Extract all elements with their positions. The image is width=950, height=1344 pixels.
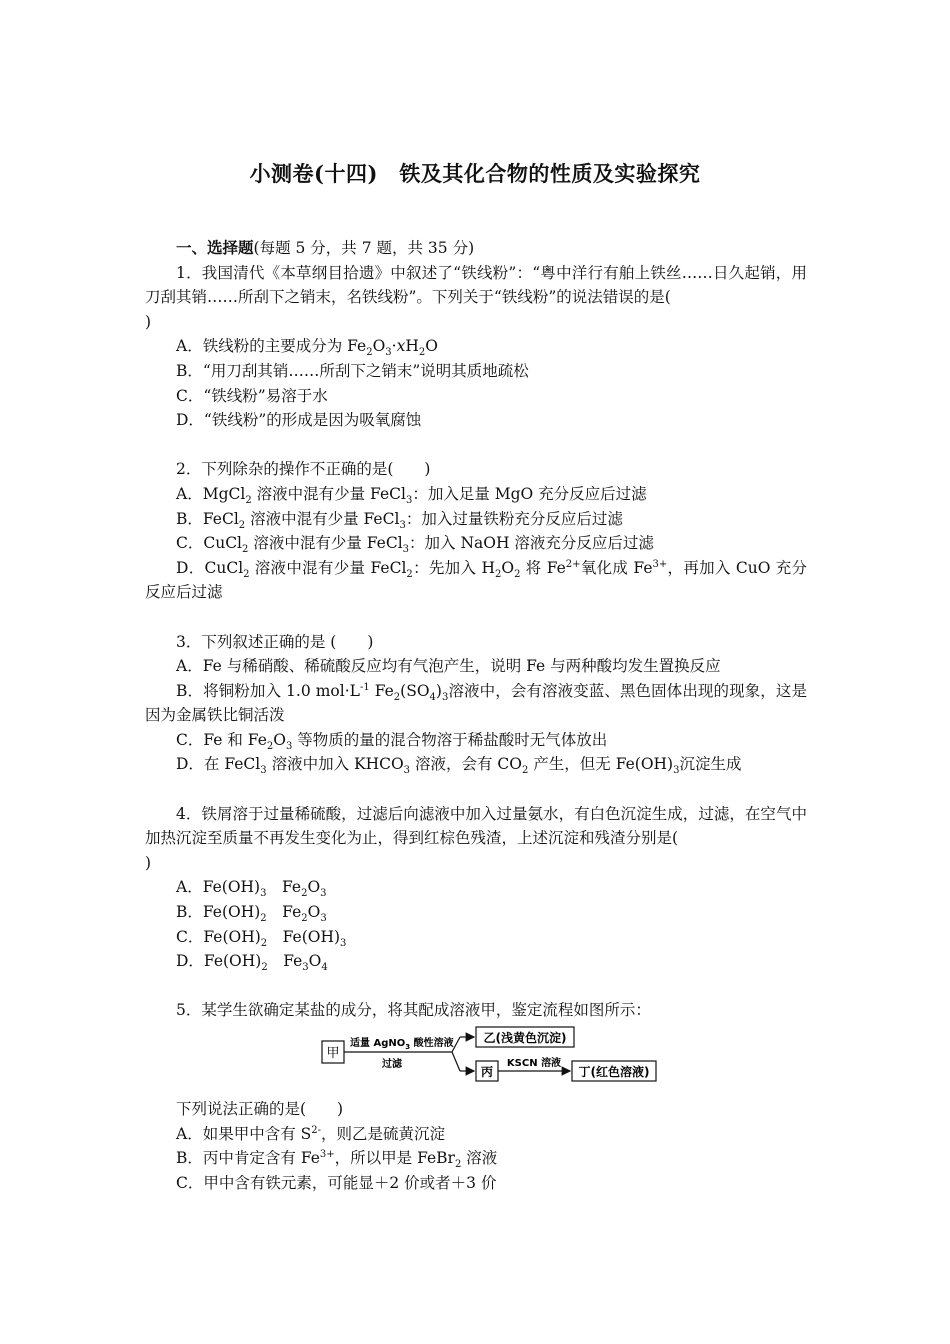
question-list — [145, 236, 807, 1195]
question-3-option-c: C．Fe 和 $Fe_2O_3$ 等物质的量的混合物溶于稀盐酸时无气体放出 — [176, 730, 608, 752]
question-2-option-a: A．MgCl$_2$ 溶液中混有少量 FeCl$_3$：加入足量 MgO 充分反应后过滤 — [176, 484, 647, 507]
branch-down — [452, 1052, 460, 1071]
reagent-1-label: 适量 AgNO$_3$ 酸性溶液 — [350, 1038, 454, 1051]
section-heading — [145, 236, 807, 261]
question-4-option-d: D．$Fe(OH)_2$ $Fe_3O_4$ — [176, 952, 328, 974]
section-note: (每题 5 分，共 7 题，共 35 分) — [253, 239, 475, 257]
filter-label: 过滤 — [382, 1059, 402, 1070]
page-title: 小测卷(十四) 铁及其化合物的性质及实验探究 — [249, 161, 701, 186]
question-2-option-d: D．CuCl$_2$ 溶液中混有少量 FeCl$_2$：先加入 $H_2O_2$ 将 $Fe^{2+}$氧化成 $Fe^{3+}$，再加入 CuO 充分反应后过滤 — [145, 558, 807, 602]
question-3-stem: 3．下列叙述正确的是 ( ) — [176, 632, 374, 651]
question-1-option-b: B．“用刀刮其销……所刮下之销末”说明其质地疏松 — [176, 361, 529, 380]
question-1-option-c: C．“铁线粉”易溶于水 — [176, 386, 328, 405]
question-1-stem: 1．我国清代《本草纲目拾遗》中叙述了“铁线粉”：“粤中洋行有舶上铁丝……日久起销，用刀刮其销……所刮下之销末，名铁线粉”。下列关于“铁线粉”的说法错误的是( ) — [145, 263, 807, 331]
section-label: 一、选择题 — [176, 238, 254, 257]
reagent-2-label: KSCN 溶液 — [506, 1058, 562, 1069]
question-2-stem: 2．下列除杂的操作不正确的是( ) — [176, 460, 431, 479]
question-2-option-b: B．FeCl$_2$ 溶液中混有少量 FeCl$_3$：加入过量铁粉充分反应后过滤 — [176, 509, 623, 531]
box-yi-label: 乙(浅黄色沉淀) — [483, 1031, 567, 1045]
question-4-option-b: B．$Fe(OH)_2$ $Fe_2O_3$ — [176, 903, 327, 925]
question-4-stem: 4．铁屑溶于过量稀硫酸，过滤后向滤液中加入过量氨水，有白色沉淀生成，过滤，在空气中加热沉淀至质量不再发生变化为止，得到红棕色残渣，上述沉淀和残渣分别是( ) — [145, 804, 807, 872]
question-5-option-b: B．丙中肯定含有 $Fe^{3+}$，所以甲是 FeBr$_2$ 溶液 — [176, 1149, 498, 1171]
box-ding-label: 丁(红色溶液) — [578, 1065, 650, 1079]
question-5-option-a: A．如果甲中含有 $S^{2-}$，则乙是硫黄沉淀 — [176, 1124, 446, 1143]
box-jia-label: 甲 — [326, 1046, 340, 1061]
question-1-option-d: D．“铁线粉”的形成是因为吸氧腐蚀 — [176, 411, 422, 430]
flow-diagram — [145, 1025, 807, 1091]
question-3-option-b: B．将铜粉加入 1.0 $mol\cdot L^{-1}$ $Fe_2(SO_4)_3$溶液中，会有溶液变蓝、黑色固体出现的现象，这是因为金属铁比铜活泼 — [145, 681, 807, 725]
question-3-option-a: A．Fe 与稀硝酸、稀硫酸反应均有气泡产生，说明 Fe 与两种酸均发生置换反应 — [176, 657, 721, 676]
question-2-option-c: C．CuCl$_2$ 溶液中混有少量 FeCl$_3$：加入 NaOH 溶液充分反应后过滤 — [176, 534, 654, 556]
question-5-prompt: 下列说法正确的是( ) — [176, 1100, 344, 1118]
question-3-option-d: D．在 FeCl$_3$ 溶液中加入 $KHCO_3$ 溶液，会有 $CO_2$ 产生，但无 $Fe(OH)_3$沉淀生成 — [176, 755, 742, 777]
flow-diagram-svg — [320, 1025, 670, 1091]
box-bing-label: 丙 — [480, 1065, 494, 1079]
question-4-option-c: C．$Fe(OH)_2$ $Fe(OH)_3$ — [176, 927, 347, 949]
question-1-option-a: A．铁线粉的主要成分为 $Fe_2O_3\cdot xH_2O$ — [176, 337, 438, 359]
question-4-option-a: A．$Fe(OH)_3$ $Fe_2O_3$ — [176, 878, 327, 900]
question-5-stem: 5．某学生欲确定某盐的成分，将其配成溶液甲，鉴定流程如图所示： — [176, 1001, 651, 1020]
question-5-option-c: C．甲中含有铁元素，可能显＋2 价或者＋3 价 — [176, 1173, 497, 1192]
